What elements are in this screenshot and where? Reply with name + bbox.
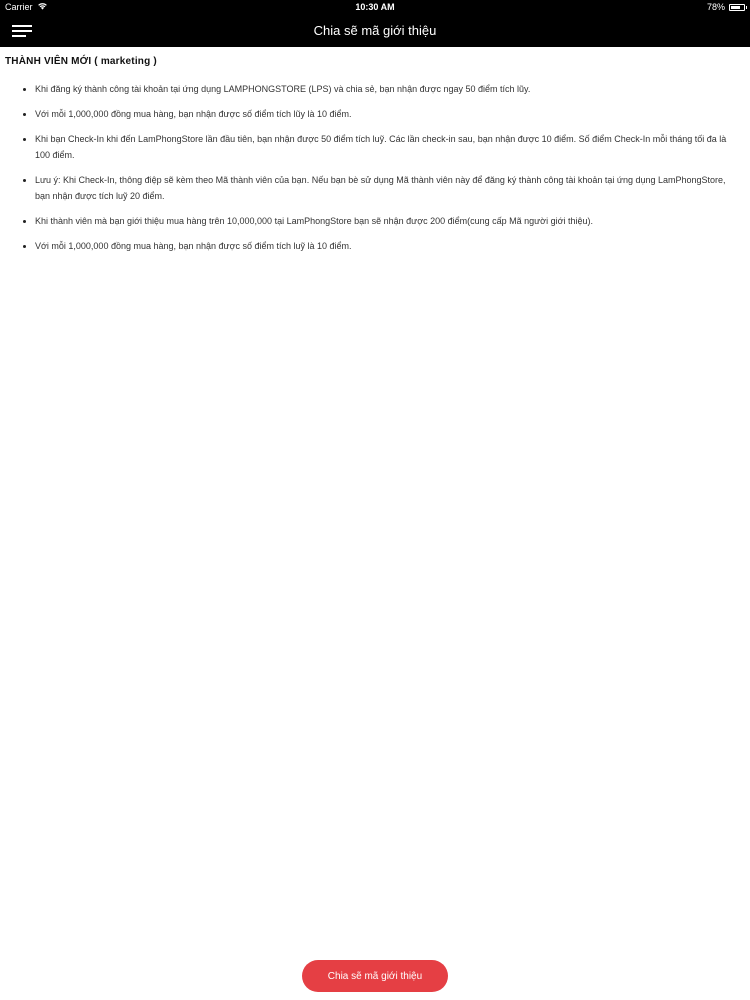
list-item: • Với mỗi 1,000,000 đồng mua hàng, bạn nhận được số điểm tích luỹ là 10 điểm. — [35, 238, 736, 254]
status-right — [707, 0, 745, 14]
list-item: • Khi thành viên mà bạn giới thiệu mua hàng trên 10,000,000 tại LamPhongStore bạn sẽ nhận được 200 điểm(cung cấp Mã người giới thiệu). — [35, 213, 736, 229]
list-item: • Lưu ý: Khi Check-In, thông điệp sẽ kèm theo Mã thành viên của bạn. Nếu bạn bè sử dụng Mã thành viên này để đăng ký thành công tài khoản tại ứng dụng LamPhongStore, bạn nhận được tích luỹ 20 điểm. — [35, 172, 736, 204]
battery-icon — [729, 4, 745, 11]
list-item: • Khi đăng ký thành công tài khoản tại ứng dụng LAMPHONGSTORE (LPS) và chia sẻ, bạn nhận được ngay 50 điểm tích lũy. — [35, 81, 736, 97]
battery-fill — [731, 6, 740, 9]
list-item: • Với mỗi 1,000,000 đồng mua hàng, bạn nhận được số điểm tích lũy là 10 điểm. — [35, 106, 736, 122]
main-content — [0, 47, 750, 263]
list-item: • Khi bạn Check-In khi đến LamPhongStore lần đầu tiên, bạn nhận được 50 điểm tích luỹ. Các lần check-in sau, bạn nhận được 10 điểm. Số điểm Check-In mỗi tháng tối đa là 100 điểm. — [35, 131, 736, 163]
status-time: 10:30 AM — [355, 2, 395, 12]
carrier-label: Carrier — [5, 2, 33, 12]
page-title: Chia sẽ mã giới thiệu — [313, 23, 437, 38]
navigation-bar — [0, 14, 750, 47]
status-bar — [0, 0, 750, 14]
share-referral-code-button[interactable]: Chia sẽ mã giới thiệu — [302, 960, 448, 992]
section-title: THÀNH VIÊN MỚI ( marketing ) — [5, 56, 157, 67]
battery-percent: 78% — [706, 2, 725, 12]
rules-list — [0, 81, 750, 254]
